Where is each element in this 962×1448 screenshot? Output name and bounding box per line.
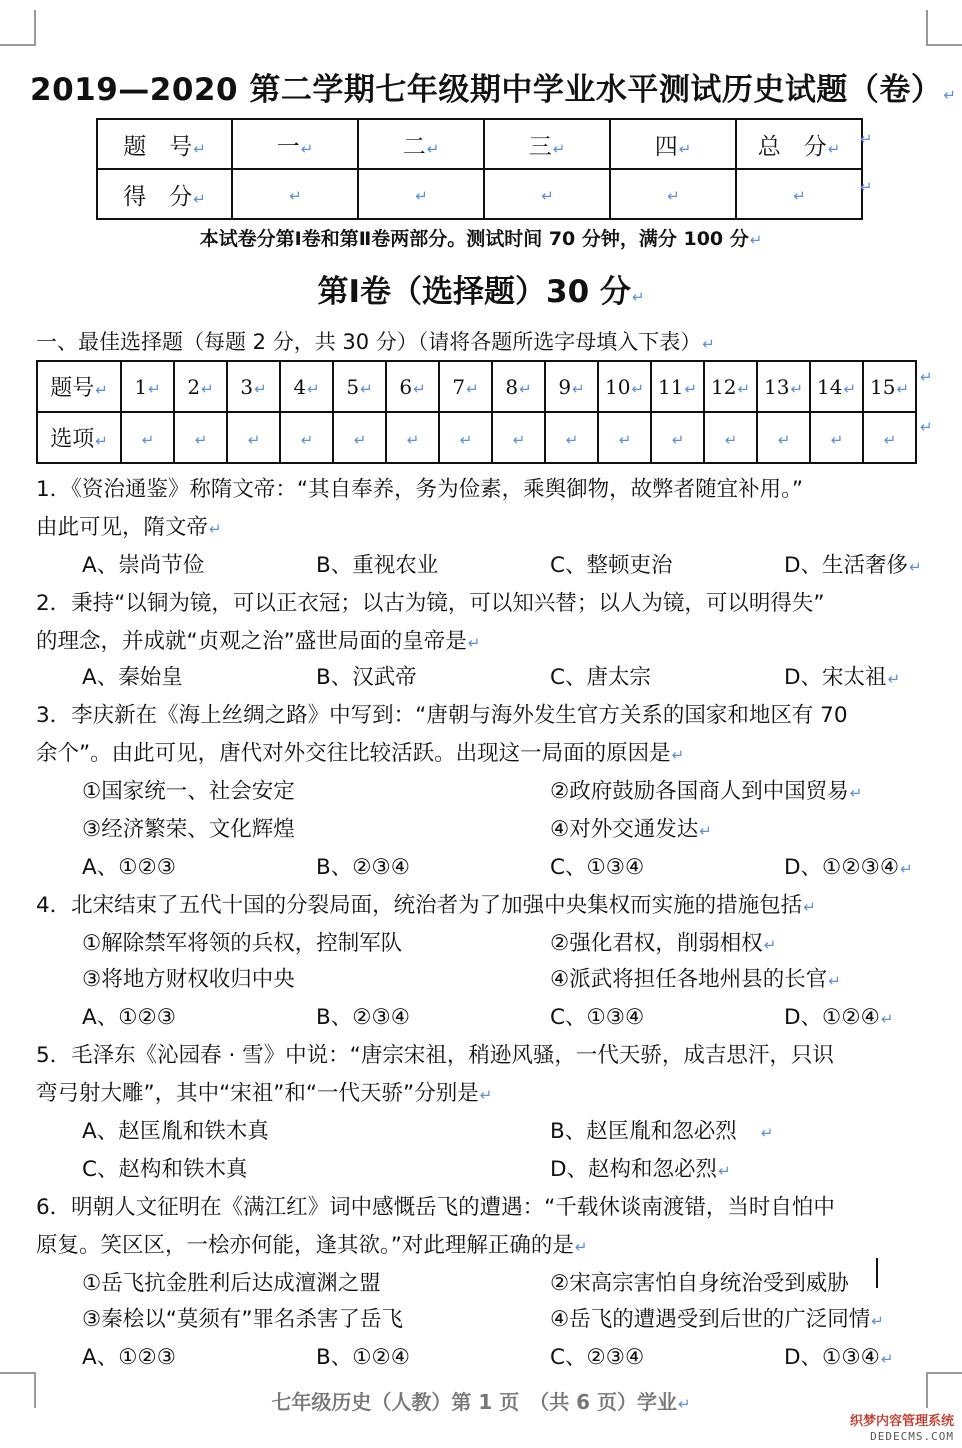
question-2-option-d[interactable]: D、宋太祖↵ [784,665,901,690]
question-4-option-a[interactable]: A、①②③ [82,1005,177,1030]
question-5-stem: 弯弓射大雕”，其中“宋祖”和“一代天骄”分别是↵ [36,1081,493,1106]
question-6-option-d[interactable]: D、①③④↵ [784,1345,894,1370]
question-6-item-2: ②宋高宗害怕自身统治受到威胁 [550,1271,849,1296]
section-title: 第Ⅰ卷（选择题）30 分↵ [317,274,645,310]
question-3-item-4: ④对外交通发达↵ [550,817,712,842]
answer-cell[interactable]: ↵ [704,412,757,463]
exam-note: 本试卷分第Ⅰ卷和第Ⅱ卷两部分。测试时间 70 分钟，满分 100 分↵ [199,228,763,250]
question-6-option-a[interactable]: A、①②③ [82,1345,177,1370]
answer-number-cell: 2↵ [174,361,227,412]
score-header-cell: 四↵ [610,119,736,169]
question-5-option-d[interactable]: D、赵构和忽必烈↵ [550,1157,731,1182]
answer-number-cell: 12↵ [704,361,757,412]
question-2-stem: 的理念，并成就“贞观之治”盛世局面的皇帝是↵ [36,629,481,654]
question-6-item-4: ④岳飞的遭遇受到后世的广泛同情↵ [550,1307,884,1332]
score-row-label: 得 分↵ [97,169,232,219]
answer-number-cell: 7↵ [439,361,492,412]
question-1-option-b[interactable]: B、重视农业 [316,553,439,578]
question-6-stem: 原复。笑区区，一桧亦何能，逢其欲。”对此理解正确的是↵ [36,1233,588,1258]
answer-cell[interactable]: ↵ [280,412,333,463]
question-2-option-b[interactable]: B、汉武帝 [316,665,417,690]
score-header-cell: 三↵ [484,119,610,169]
question-2-option-a[interactable]: A、秦始皇 [82,665,183,690]
paragraph-mark-icon: ↵ [943,86,957,104]
question-3-item-2: ②政府鼓励各国商人到中国贸易↵ [550,779,863,804]
question-4-item-3: ③将地方财权收归中央 [82,967,295,992]
question-2-stem: 2．秉持“以铜为镜，可以正衣冠；以古为镜，可以知兴替；以人为镜，可以明得失” [36,591,825,616]
score-table-header-row [97,119,862,169]
score-header-cell: 二↵ [358,119,484,169]
answer-cell[interactable]: ↵ [757,412,810,463]
score-header-cell: 题 号↵ [97,119,232,169]
question-4-stem: 4．北宋结束了五代十国的分裂局面，统治者为了加强中央集权而实施的措施包括↵ [36,893,816,918]
question-6-option-b[interactable]: B、①②④ [316,1345,411,1370]
crop-mark-top-left [0,10,36,46]
answer-cell[interactable]: ↵ [439,412,492,463]
question-1-option-d[interactable]: D、生活奢侈↵ [784,553,922,578]
answer-cell[interactable]: ↵ [492,412,545,463]
score-cell[interactable]: ↵ [736,169,862,219]
question-6-item-1: ①岳飞抗金胜利后达成澶渊之盟 [82,1271,381,1296]
question-5-option-b[interactable]: B、赵匡胤和忽必烈 ↵ [550,1119,774,1144]
answer-head-label: 题号↵ [37,361,121,412]
answer-cell[interactable]: ↵ [598,412,651,463]
question-5-option-a[interactable]: A、赵匡胤和铁木真 [82,1119,269,1144]
answer-cell[interactable]: ↵ [333,412,386,463]
question-3-option-b[interactable]: B、②③④ [316,855,411,880]
question-4-item-1: ①解除禁军将领的兵权，控制军队 [82,931,403,956]
answer-cell[interactable]: ↵ [651,412,704,463]
question-1-stem: 1．《资治通鉴》称隋文帝：“其自奉养，务为俭素，乘舆御物，故弊者随宜补用。” [36,477,803,502]
score-cell[interactable]: ↵ [232,169,358,219]
answer-cell[interactable]: ↵ [863,412,916,463]
score-cell[interactable]: ↵ [484,169,610,219]
question-4-item-4: ④派武将担任各地州县的长官↵ [550,967,841,992]
question-1-stem: 由此可见，隋文帝↵ [36,515,222,540]
question-3-item-1: ①国家统一、社会安定 [82,779,295,804]
answer-table-header-row [37,361,916,412]
score-header-cell: 一↵ [232,119,358,169]
text-cursor [876,1258,878,1288]
question-3-stem: 3．李庆新在《海上丝绸之路》中写到：“唐朝与海外发生官方关系的国家和地区有 70 [36,703,848,728]
answer-cell[interactable]: ↵ [810,412,863,463]
question-6-stem: 6．明朝人文征明在《满江红》词中感慨岳飞的遭遇：“千载休谈南渡错，当时自怕中 [36,1195,835,1220]
paragraph-mark-icon: ↵ [860,130,873,148]
question-3-option-a[interactable]: A、①②③ [82,855,177,880]
question-4-option-c[interactable]: C、①③④ [550,1005,645,1030]
question-4-item-2: ②强化君权，削弱相权↵ [550,931,777,956]
answer-number-cell: 15↵ [863,361,916,412]
score-table [96,118,863,220]
question-3-option-c[interactable]: C、①③④ [550,855,645,880]
answer-number-cell: 5↵ [333,361,386,412]
paragraph-mark-icon: ↵ [860,178,873,196]
answer-number-cell: 1↵ [121,361,174,412]
score-cell[interactable]: ↵ [610,169,736,219]
answer-table [36,360,917,464]
question-5-stem: 5．毛泽东《沁园春 · 雪》中说：“唐宗宋祖，稍逊风骚，一代天骄，成吉思汗，只识 [36,1043,834,1068]
watermark-line-1: 织梦内容管理系统 [849,1414,954,1429]
answer-number-cell: 6↵ [386,361,439,412]
answer-number-cell: 4↵ [280,361,333,412]
answer-cell[interactable]: ↵ [174,412,227,463]
answer-number-cell: 11↵ [651,361,704,412]
exam-title [30,64,957,109]
question-2-option-c[interactable]: C、唐太宗 [550,665,652,690]
answer-number-cell: 3↵ [227,361,280,412]
page-footer: 七年级历史（人教）第 1 页 （共 6 页）学业↵ [271,1390,691,1414]
score-table-row [97,169,862,219]
answer-number-cell: 9↵ [545,361,598,412]
answer-cell[interactable]: ↵ [227,412,280,463]
crop-mark-top-right [926,10,962,46]
paragraph-mark-icon: ↵ [920,368,933,386]
question-4-option-d[interactable]: D、①②④↵ [784,1005,894,1030]
question-5-option-c[interactable]: C、赵构和铁木真 [82,1157,248,1182]
answer-table-row [37,412,916,463]
watermark-line-2: DEDECMS.COM [870,1430,954,1443]
answer-cell[interactable]: ↵ [545,412,598,463]
question-6-item-3: ③秦桧以“莫须有”罪名杀害了岳飞 [82,1307,404,1332]
answer-number-cell: 14↵ [810,361,863,412]
answer-row-label: 选项↵ [37,412,121,463]
score-cell[interactable]: ↵ [358,169,484,219]
answer-number-cell: 10↵ [598,361,651,412]
answer-number-cell: 13↵ [757,361,810,412]
exam-title-text: 2019—2020 第二学期七年级期中学业水平测试历史试题（卷） [30,72,943,108]
section-instruction: 一、最佳选择题（每题 2 分，共 30 分）（请将各题所选字母填入下表）↵ [36,330,715,354]
answer-cell[interactable]: ↵ [386,412,439,463]
question-6-option-c[interactable]: C、②③④ [550,1345,645,1370]
question-4-option-b[interactable]: B、②③④ [316,1005,411,1030]
question-3-item-3: ③经济繁荣、文化辉煌 [82,817,295,842]
answer-cell[interactable]: ↵ [121,412,174,463]
question-1-option-c[interactable]: C、整顿吏治 [550,553,673,578]
question-3-option-d[interactable]: D、①②③④↵ [784,855,913,880]
site-watermark [850,1414,954,1444]
paragraph-mark-icon: ↵ [920,418,933,436]
answer-number-cell: 8↵ [492,361,545,412]
question-3-stem: 余个”。由此可见，唐代对外交往比较活跃。出现这一局面的原因是↵ [36,741,685,766]
score-header-cell: 总 分↵ [736,119,862,169]
question-1-option-a[interactable]: A、崇尚节俭 [82,553,205,578]
